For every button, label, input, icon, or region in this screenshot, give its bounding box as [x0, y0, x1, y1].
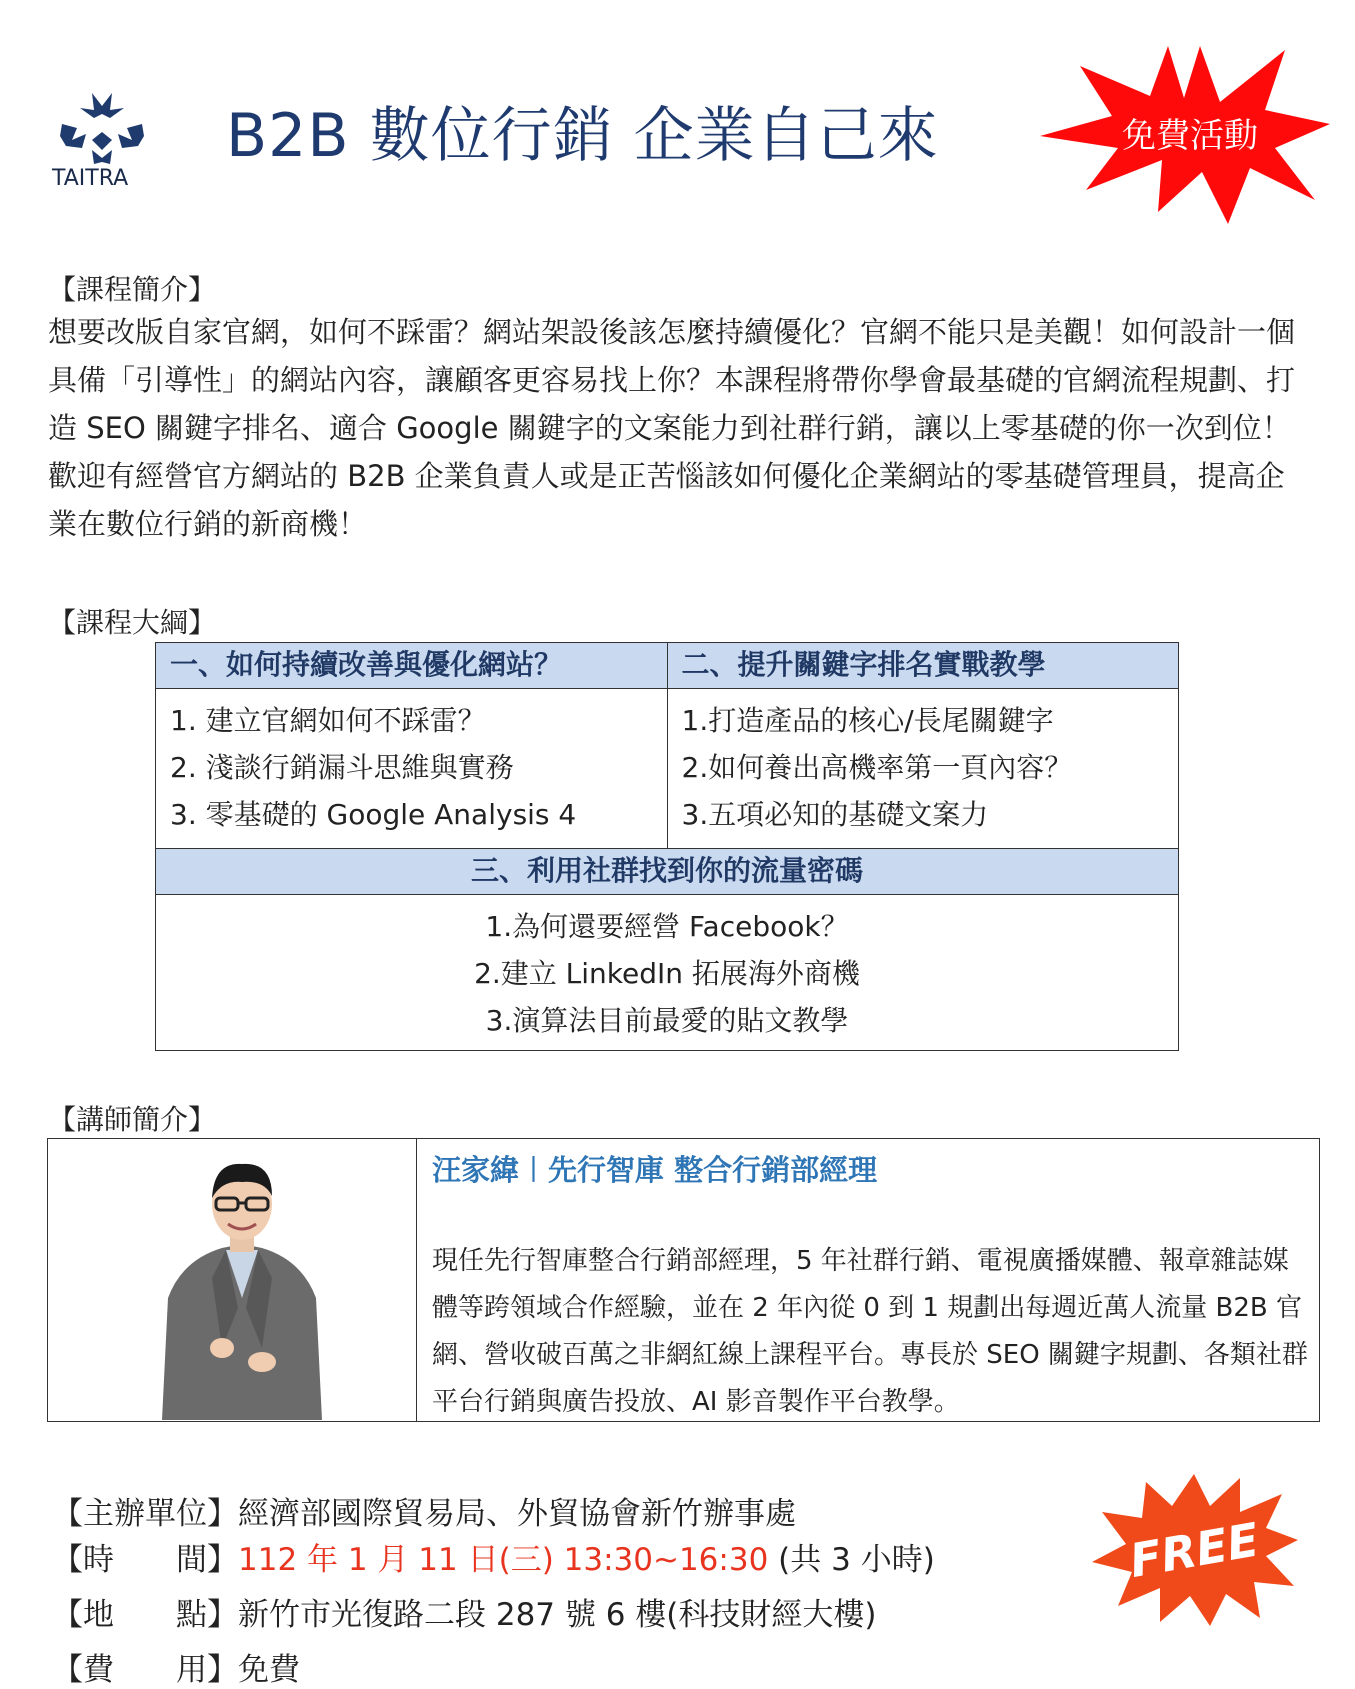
fee-label: 【費 用】	[52, 1652, 238, 1688]
outline-section-2-list	[667, 689, 1179, 849]
place-label: 【地 點】	[52, 1597, 238, 1633]
list-item: 3. 零基礎的 Google Analysis 4	[170, 798, 577, 831]
list-item: 2.建立 LinkedIn 拓展海外商機	[474, 957, 860, 990]
place-value: 新竹市光復路二段 287 號 6 樓(科技財經大樓)	[238, 1597, 877, 1633]
intro-heading: 【課程簡介】	[48, 273, 217, 306]
fee-line	[52, 1644, 952, 1689]
list-item: 1.為何還要經營 Facebook？	[485, 910, 849, 943]
outline-section-3-list	[156, 895, 1179, 1051]
time-highlight: 112 年 1 月 11 日(三) 13:30~16:30	[238, 1542, 769, 1578]
outline-heading: 【課程大綱】	[48, 606, 217, 639]
instructor-title: 汪家緯︱先行智庫 整合行銷部經理	[432, 1153, 878, 1187]
organizer-value: 經濟部國際貿易局、外貿協會新竹辦事處	[238, 1496, 796, 1532]
logo-text: TAITRA	[52, 166, 129, 191]
organizer-label: 【主辦單位】	[52, 1496, 238, 1532]
place-line	[52, 1589, 952, 1634]
list-item: 3.演算法目前最愛的貼文教學	[485, 1004, 849, 1037]
outline-section-1-title: 一、如何持續改善與優化網站？	[156, 643, 668, 689]
list-item: 1.打造產品的核心/長尾關鍵字	[681, 704, 1054, 737]
instructor-heading: 【講師簡介】	[48, 1103, 217, 1136]
instructor-photo	[142, 1148, 342, 1420]
organizer-line	[52, 1488, 952, 1533]
free-burst-icon	[1090, 1470, 1300, 1630]
list-item: 3.五項必知的基礎文案力	[681, 798, 989, 831]
fee-value: 免費	[238, 1652, 300, 1688]
list-item: 1. 建立官網如何不踩雷？	[170, 704, 486, 737]
list-item: 2.如何養出高機率第一頁內容？	[681, 751, 1073, 784]
outline-section-1-list	[156, 689, 668, 849]
free-badge-text: FREE	[1125, 1512, 1263, 1589]
time-label: 【時 間】	[52, 1542, 238, 1578]
page-title: B2B 數位行銷 企業自己來	[226, 101, 939, 171]
intro-body: 想要改版自家官網，如何不踩雷？網站架設後該怎麼持續優化？官網不能只是美觀！如何設計一個具備「引導性」的網站內容，讓顧客更容易找上你？本課程將帶你學會最基礎的官網流程規劃、打造 SEO 關鍵字排名、適合 Google 關鍵字的文案能力到社群行銷，讓以上零基礎的你一次到位！歡迎有經營官方網站的 B2B 企業負責人或是正苦惱該如何優化企業網站的零基礎管理員，提高企業在數位行銷的新商機！	[48, 315, 1296, 541]
outline-section-3-title: 三、利用社群找到你的流量密碼	[156, 849, 1179, 895]
instructor-bio: 現任先行智庫整合行銷部經理，5 年社群行銷、電視廣播媒體、報章雜誌媒體等跨領域合作經驗，並在 2 年內從 0 到 1 規劃出每週近萬人流量 B2B 官網、營收破百萬之非網紅線上課程平台。專長於 SEO 關鍵字規劃、各類社群平台行銷與廣告投放、AI 影音製作平台教學。	[432, 1246, 1308, 1417]
list-item: 2. 淺談行銷漏斗思維與實務	[170, 751, 514, 784]
time-note: (共 3 小時)	[768, 1542, 935, 1578]
free-event-label: 免費活動	[1122, 116, 1258, 156]
outline-section-2-title: 二、提升關鍵字排名實戰教學	[667, 643, 1179, 689]
outline-table	[155, 642, 1179, 1051]
instructor-divider	[416, 1138, 417, 1422]
time-line	[52, 1534, 952, 1579]
